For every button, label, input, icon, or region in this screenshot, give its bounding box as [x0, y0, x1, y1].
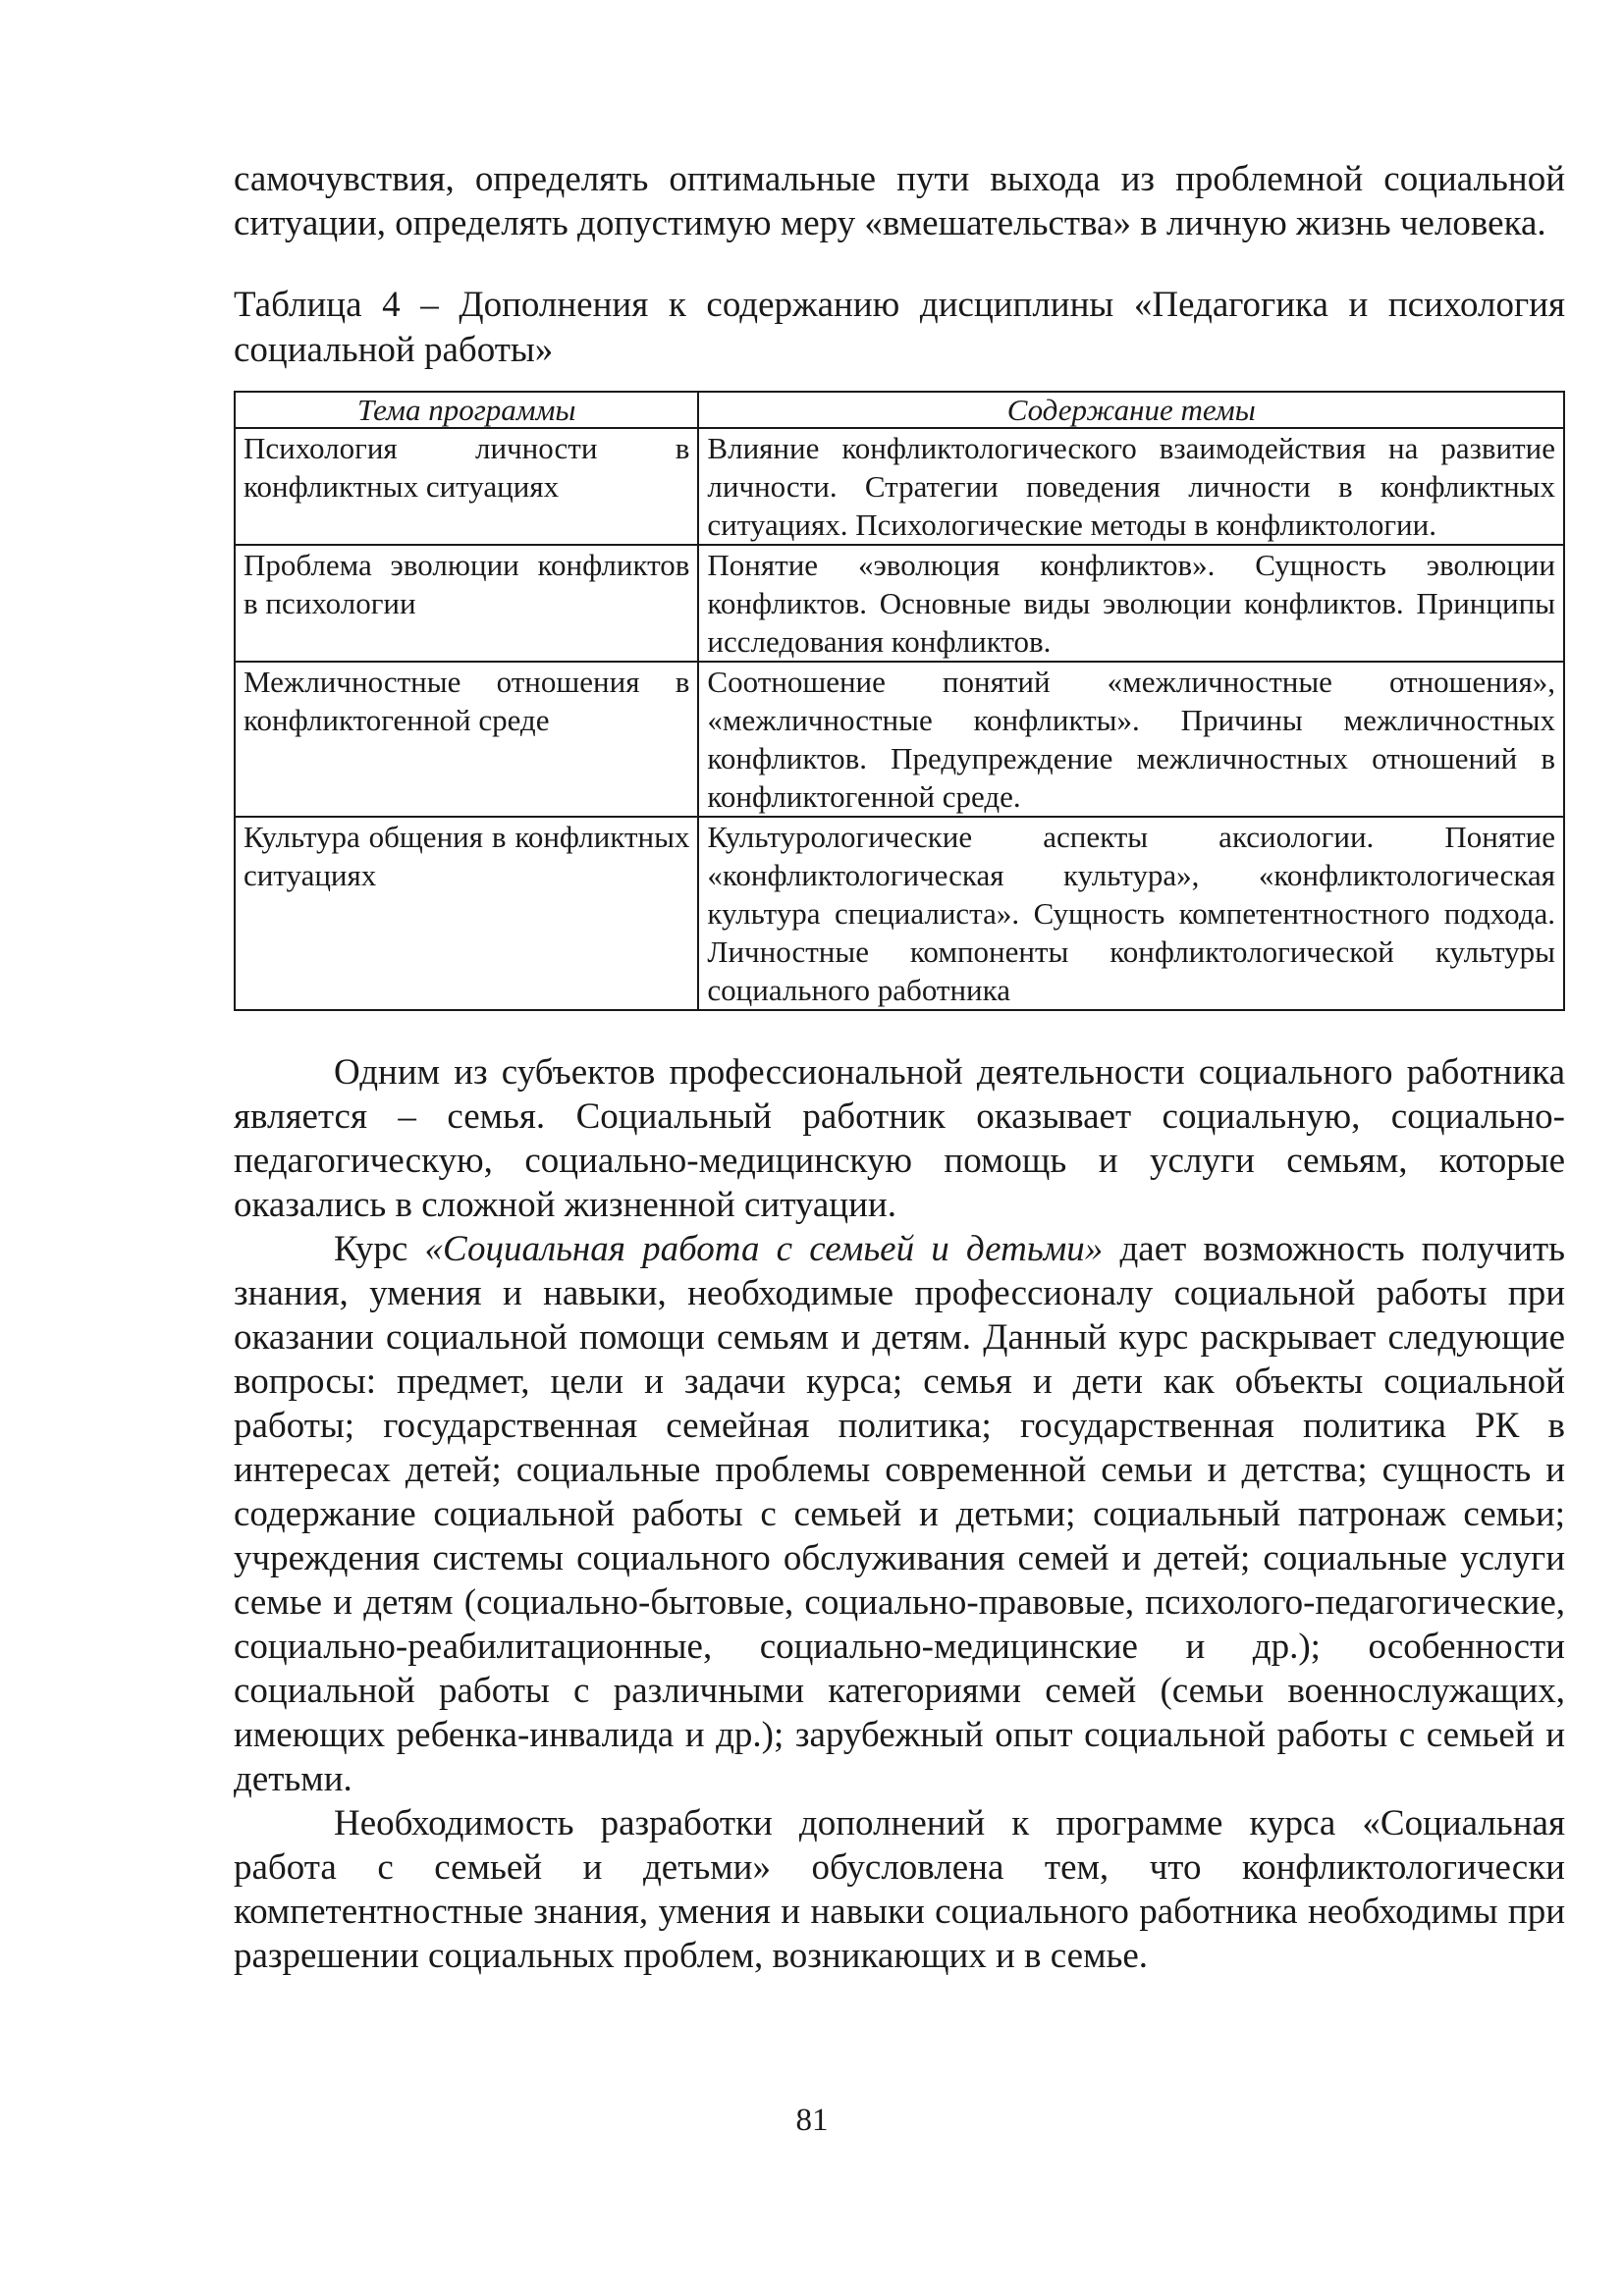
- row-topic: Проблема эволюции конфликтов в психологии: [235, 545, 698, 662]
- family-paragraph: Одним из субъектов профессиональной деятельности социального работника является – семья. Социальный работник оказывает социальную, социально-педагогическую, социально-медицинскую помощь и услуги семьям, которые оказались в сложной жизненной ситуации.: [234, 1052, 1565, 1225]
- necessity-paragraph: Необходимость разработки дополнений к программе курса «Социальная работа с семьей и детьми» обусловлена тем, что конфликтологически компетентностные знания, умения и навыки социального работника необходимы при разрешении социальных проблем, возникающих и в семье.: [234, 1803, 1565, 1976]
- row-topic: Культура общения в конфликтных ситуациях: [235, 817, 698, 1010]
- header-content: Содержание темы: [698, 392, 1564, 428]
- table-row: [235, 428, 1564, 545]
- header-topic: Тема программы: [235, 392, 698, 428]
- page-content: [234, 157, 1565, 1978]
- row-topic: Психология личности в конфликтных ситуациях: [235, 428, 698, 545]
- course-title: «Социальная работа с семьей и детьми»: [424, 1229, 1104, 1269]
- page-number: 81: [795, 2103, 829, 2138]
- course-paragraph-rest: дает возможность получить знания, умения и навыки, необходимые профессионалу социальной работы при оказании социальной помощи семьям и детям. Данный курс раскрывает следующие вопросы: предмет, цели и задачи курса; семья и дети как объекты социальной работы; государственная семейная политика; государственная политика РК в интересах детей; социальные проблемы современной семьи и детства; сущность и содержание социальной работы с семьей и детьми; социальный патронаж семьи; учреждения системы социального обслуживания семей и детей; социальные услуги семье и детям (социально-бытовые, социально-правовые, психолого-педагогические, социально-реабилитационные, социально-медицинские и др.); особенности социальной работы с различными категориями семей (семьи военнослужащих, имеющих ребенка-инвалида и др.); зарубежный опыт социальной работы с семьей и детьми.: [234, 1229, 1565, 1799]
- course-paragraph-lead: Курс: [334, 1229, 425, 1269]
- row-content: Влияние конфликтологического взаимодействия на развитие личности. Стратегии поведения личности в конфликтных ситуациях. Психологические методы в конфликтологии.: [698, 428, 1564, 545]
- row-topic: Межличностные отношения в конфликтогенной среде: [235, 662, 698, 817]
- table-row: [235, 817, 1564, 1010]
- discipline-additions-table: [234, 391, 1565, 1011]
- table-row: [235, 545, 1564, 662]
- row-content: Культурологические аспекты аксиологии. Понятие «конфликтологическая культура», «конфликтологическая культура специалиста». Сущность компетентностного подхода. Личностные компоненты конфликтологической культуры социального работника: [698, 817, 1564, 1010]
- intro-paragraph: самочувствия, определять оптимальные пути выхода из проблемной социальной ситуации, определять допустимую меру «вмешательства» в личную жизнь человека.: [234, 159, 1565, 243]
- course-paragraph: [234, 1227, 1565, 1801]
- table-header-row: [235, 392, 1564, 428]
- table-caption: Таблица 4 – Дополнения к содержанию дисциплины «Педагогика и психология социальной работы»: [234, 285, 1565, 370]
- row-content: Соотношение понятий «межличностные отношения», «межличностные конфликты». Причины межличностных конфликтов. Предупреждение межличностных отношений в конфликтогенной среде.: [698, 662, 1564, 817]
- row-content: Понятие «эволюция конфликтов». Сущность эволюции конфликтов. Основные виды эволюции конфликтов. Принципы исследования конфликтов.: [698, 545, 1564, 662]
- table-row: [235, 662, 1564, 817]
